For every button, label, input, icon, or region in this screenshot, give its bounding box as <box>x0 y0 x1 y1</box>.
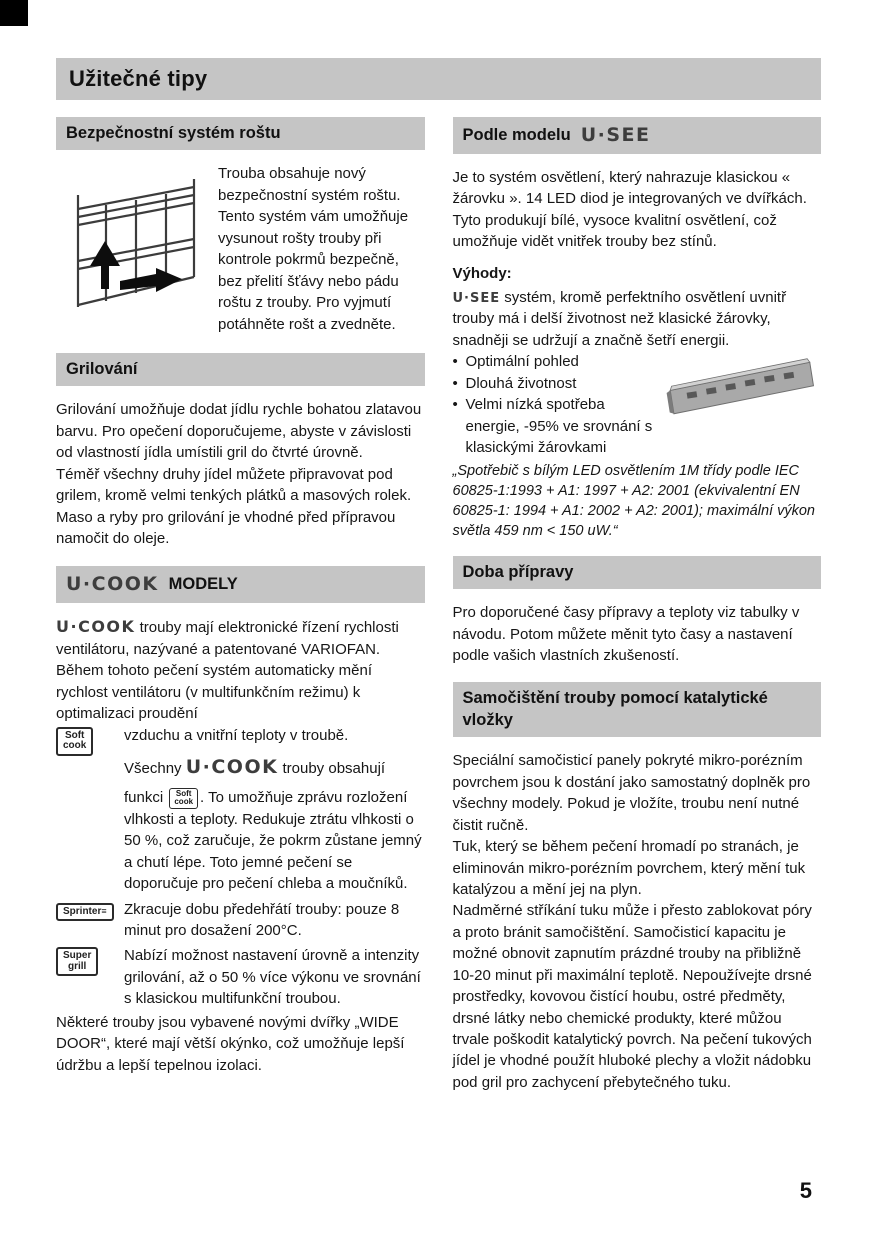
sprinter-text: Zkracuje dobu předehřátí trouby: pouze 8 minut pro dosažení 200°C. <box>124 900 400 939</box>
safety-text-cont: a zvedněte. <box>318 315 396 333</box>
section-header-safety: Bezpečnostní systém roštu <box>56 117 425 150</box>
supergrill-icon <box>56 947 98 976</box>
sprinter-icon-label: Sprinter <box>63 905 102 917</box>
supergrill-icon-line1: Super <box>63 950 92 962</box>
supergrill-icon-col <box>56 945 124 1009</box>
cleaning-paragraph-3: Nadměrné stříkání tuku může i přesto zablokovat póry a proto bránit samočištění. Samočisticí kapacitu je možné obnovit zapnutím prázdné trouby na přibližně 10-20 minut při maximální teplotě. Nepoužívejte drsné prostředky, kovovou čistící houbu, ostré předměty, drsné látky nebo chemické produkty, které můžou trvale poškodit katalytický povrch. Na pečení tukových jídel je vhodné použít hluboké plechy a vložit nádobku pod gril pro zachycení přebytečného tuku. <box>452 902 812 1091</box>
right-column <box>453 117 822 1093</box>
softcook-paragraph-2 <box>124 754 425 781</box>
softcook-p2-prefix: Všechny <box>124 760 186 778</box>
supergrill-body <box>124 945 425 1009</box>
cleaning-paragraph-1: Speciální samočisticí panely pokryté mikro-porézním povrchem jsou k dostání jako samostatný doplněk pro všechny modely. Pokud je vložíte, troubu není nutné čistit ručně. <box>452 752 811 834</box>
time-paragraph: Pro doporučené časy přípravy a teploty viz tabulky v návodu. Potom můžete měnit tyto časy a nastavení podle vašich vlastních zkušeností. <box>452 604 800 665</box>
sprinter-icon-glyph: ≡ <box>101 905 107 916</box>
advantages-list <box>453 351 822 458</box>
advantage-bullet-3: • Velmi nízká spotřeba energie, -95% ve srovnání s klasickými žárovkami <box>453 394 822 458</box>
oven-rack-illustration-icon <box>56 165 206 317</box>
sprinter-icon-col <box>56 899 124 942</box>
section-header-usee <box>453 117 822 154</box>
ucook-intro <box>56 616 425 725</box>
supergrill-row <box>56 945 425 1009</box>
softcook-inline-icon-line1: Soft <box>175 788 192 798</box>
supergrill-text: Nabízí možnost nastavení úrovně a intenzity grilování, až o 50 % více výkonu ve srovnání s klasickou multifunkční troubou. <box>124 947 421 1008</box>
advantage-bullet-1: • Optimální pohled <box>453 351 822 372</box>
ucook-intro-text: trouby mají elektronické řízení rychlosti ventilátoru, nazývané a patentované VARIOFAN. Během tohoto pečení systém automaticky mění rychlost ventilátoru (v multifunkčním režimu) k optimalizaci proudění <box>56 619 399 723</box>
advantage-bullet-2: • Dlouhá životnost <box>453 373 822 394</box>
manual-page <box>56 58 821 1093</box>
ucook-logo: U·COOK <box>66 573 159 596</box>
softcook-paragraph-3 <box>124 787 425 894</box>
grill-paragraph-2: Téměř všechny druhy jídel můžete připravovat pod grilem, kromě velmi tenkých plátků a masových rolek. Maso a ryby pro grilování je vhodné před přípravou namočit do oleje. <box>56 465 412 547</box>
softcook-p2-suffix: trouby obsahují <box>278 760 386 778</box>
softcook-icon-line2: cook <box>63 740 87 752</box>
safety-text: Trouba obsahuje nový bezpečnostní systém roštu. Tento systém vám umožňuje vysunout rošty trouby při kontrole pokrmů bezpečně, bez přelití šťávy nebo pádu roštu z trouby. Pro vyjmutí potáhněte rošt <box>218 165 409 333</box>
ucook-logo-inline-2: U·COOK <box>185 756 279 779</box>
page-number: 5 <box>799 1178 812 1203</box>
arrow-up-icon <box>96 265 114 289</box>
softcook-paragraph-1: vzduchu a vnitřní teploty v troubě. <box>124 726 349 744</box>
page-title: Užitečné tipy <box>56 58 821 100</box>
safety-section <box>56 163 425 335</box>
softcook-body <box>124 725 425 895</box>
section-header-time: Doba přípravy <box>453 556 822 589</box>
supergrill-icon-line2: grill <box>68 960 87 972</box>
section-header-ucook <box>56 566 425 603</box>
wide-door-paragraph: Některé trouby jsou vybavené novými dvířky „WIDE DOOR“, které mají větší okýnko, což umožňuje lepší údržbu a lepší tepelnou izolaci. <box>56 1013 405 1074</box>
softcook-icon-line1: Soft <box>64 729 85 741</box>
softcook-inline-icon <box>169 788 198 809</box>
usee-p2-text: systém, kromě perfektního osvětlení uvnitř trouby má i delší životnost než klasické žárovky, snadněji se udržují a značně šetří energii. <box>452 288 787 349</box>
left-column <box>56 117 425 1076</box>
usee-logo-inline: U·SEE <box>452 290 501 306</box>
sprinter-row <box>56 899 425 942</box>
usee-logo: U·SEE <box>580 124 651 146</box>
softcook-icon-col <box>56 725 124 895</box>
grill-paragraph-1: Grilování umožňuje dodat jídlu rychle bohatou zlatavou barvu. Pro opečení doporučujeme, abyste v závislosti od vlastností jídla umístili gril do čtvrté úrovně. <box>56 401 422 462</box>
print-corner-mark <box>0 0 28 26</box>
cleaning-paragraph-2: Tuk, který se během pečení hromadí po stranách, je eliminován mikro-porézním povrchem, který mění tuk katalýzou a mění jej na plyn. <box>452 838 806 898</box>
ucook-logo-inline: U·COOK <box>56 617 136 637</box>
usee-paragraph-2 <box>453 287 822 351</box>
two-column-layout <box>56 117 821 1093</box>
usee-paragraph-1: Je to systém osvětlení, který nahrazuje klasickou « žárovku ». 14 LED diod je integrovaných ve dvířkách. Tyto produkují bílé, vysoce kvalitní osvětlení, což umožňuje vidět vnitřek trouby bez stínů. <box>452 168 807 250</box>
sprinter-icon <box>56 903 114 922</box>
softcook-p3-prefix: funkci <box>124 789 168 807</box>
softcook-inline-icon-line2: cook <box>174 797 194 807</box>
ucook-header-suffix: MODELY <box>168 575 238 594</box>
usee-header-prefix: Podle modelu <box>462 125 571 144</box>
sprinter-body <box>124 899 425 942</box>
softcook-row <box>56 725 425 895</box>
softcook-p3-suffix: . To umožňuje zprávu rozložení vlhkosti a teploty. Redukuje ztrátu vlhkosti o 50 %, což zaručuje, že pokrm zůstane jemný a chutí lépe. Toto jemné pečení se doporučuje pro pečení chleba a moučníků. <box>124 789 422 893</box>
section-header-grill: Grilování <box>56 353 425 386</box>
section-header-cleaning: Samočištění trouby pomocí katalytické vložky <box>453 682 822 737</box>
led-compliance-note: „Spotřebič s bílým LED osvětlením 1M třídy podle IEC 60825-1:1993 + A1: 1997 + A2: 2001 (ekvivalentní EN 60825-1: 1994 + A1: 2002 + A2: 2001); maximální výkon světla 459 nm < 150 uW.“ <box>452 462 815 540</box>
softcook-icon <box>56 727 93 756</box>
advantages-label: Výhody: <box>452 265 512 283</box>
